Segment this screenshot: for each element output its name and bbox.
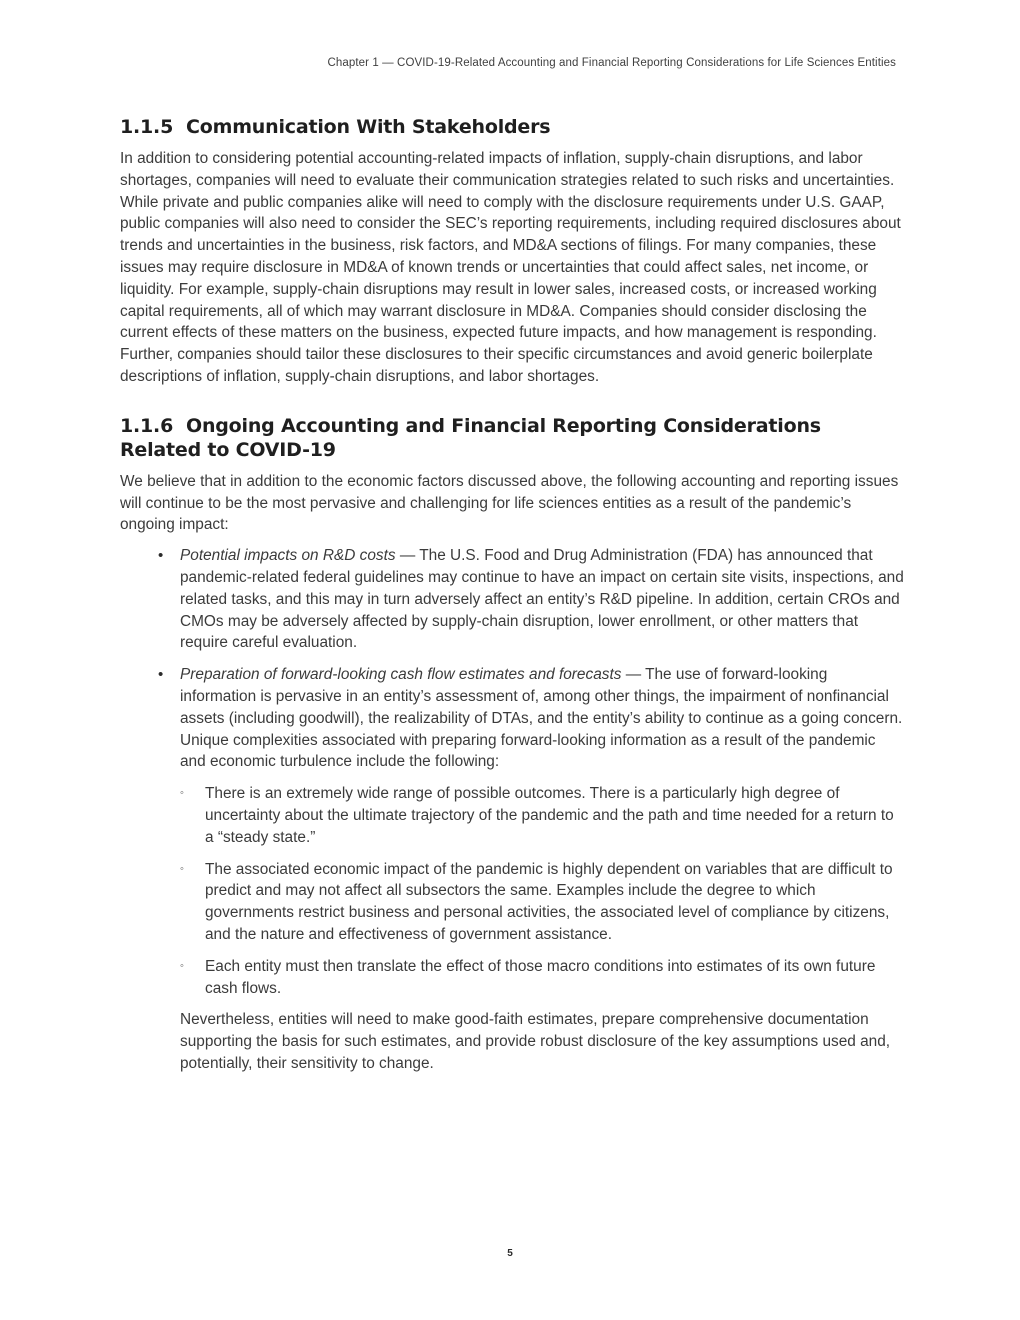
- list-item: [158, 545, 904, 654]
- section-1-1-6: [120, 414, 904, 1075]
- document-body: [120, 115, 904, 1085]
- section-title: Communication With Stakeholders: [186, 116, 551, 138]
- sub-list-item: [180, 956, 904, 1000]
- section-number: 1.1.5: [120, 116, 174, 138]
- section-paragraph: In addition to considering potential accounting-related impacts of inflation, supply-chain disruptions, and labor shortages, companies will need to evaluate their communication strategies related to such risks and uncertainties. While private and public companies alike will need to comply with the disclosure requirements under U.S. GAAP, public companies will also need to consider the SEC’s reporting requirements, including required disclosures about trends and uncertainties in the business, risk factors, and MD&A sections of filings. For many companies, these issues may require disclosure in MD&A of known trends or uncertainties that could affect sales, net income, or liquidity. For example, supply-chain disruptions may result in lower sales, increased costs, or increased working capital requirements, all of which may warrant disclosure in MD&A. Companies should consider disclosing the current effects of these matters on the business, expected future impacts, and how management is responding. Further, companies should tailor these disclosures to their specific circumstances and avoid generic boilerplate descriptions of inflation, supply-chain disruptions, and labor shortages.: [120, 150, 901, 385]
- sub-list-item: [180, 783, 904, 848]
- closing-paragraph: Nevertheless, entities will need to make good-faith estimates, prepare comprehensive documentation supporting the basis for such estimates, and provide robust disclosure of the key assumptions used and, potentially, their sensitivity to change.: [180, 1011, 891, 1072]
- section-number: 1.1.6: [120, 414, 174, 437]
- section-heading: [120, 414, 904, 462]
- bullet-lead: Preparation of forward-looking cash flow estimates and forecasts: [180, 666, 622, 684]
- section-1-1-5: [120, 115, 904, 388]
- page-number: 5: [507, 1248, 513, 1259]
- sub-bullet-text: There is an extremely wide range of possible outcomes. There is a particularly high degree of uncertainty about the ultimate trajectory of the pandemic and the path and time needed for a return to a “steady state.”: [205, 785, 894, 846]
- section-paragraph: We believe that in addition to the economic factors discussed above, the following accounting and reporting issues will continue to be the most pervasive and challenging for life sciences entities as a result of the pandemic’s ongoing impact:: [120, 472, 899, 534]
- section-title: Ongoing Accounting and Financial Reporting Considerations Related to COVID-19: [120, 414, 821, 461]
- sub-bullet-list: [180, 783, 904, 999]
- sub-list-item: [180, 859, 904, 946]
- list-item: [158, 664, 904, 1075]
- sub-bullet-text: Each entity must then translate the effect of those macro conditions into estimates of its own future cash flows.: [205, 957, 876, 997]
- section-heading: [120, 115, 904, 139]
- sub-bullet-icon: ◦: [180, 862, 184, 875]
- sub-bullet-icon: ◦: [180, 787, 184, 800]
- bullet-icon: •: [158, 547, 164, 565]
- bullet-list: [120, 545, 904, 1075]
- bullet-lead: Potential impacts on R&D costs: [180, 547, 396, 565]
- bullet-text: — The use of forward-looking information is pervasive in an entity’s assessment of, among other things, the impairment of nonfinancial assets (including goodwill), the realizability of DTAs, and the entity’s ability to continue as a going concern. Unique complexities associated with preparing forward-looking information as a result of the pandemic and economic turbulence include the following:: [180, 666, 903, 771]
- bullet-text: — The U.S. Food and Drug Administration (FDA) has announced that pandemic-related federal guidelines may continue to have an impact on certain site visits, inspections, and related tasks, and this may in turn adversely affect an entity’s R&D pipeline. In addition, certain CROs and CMOs may be adversely affected by supply-chain disruption, lower enrollment, or other matters that require careful evaluation.: [180, 547, 904, 652]
- running-header: Chapter 1 — COVID-19-Related Accounting and Financial Reporting Considerations for Life Sciences Entities: [327, 57, 896, 69]
- bullet-icon: •: [158, 666, 164, 684]
- sub-bullet-text: The associated economic impact of the pandemic is highly dependent on variables that are difficult to predict and may not affect all subsectors the same. Examples include the degree to which governments restrict business and personal activities, the associated level of compliance by citizens, and the nature and effectiveness of government assistance.: [205, 860, 893, 943]
- sub-bullet-icon: ◦: [180, 959, 184, 972]
